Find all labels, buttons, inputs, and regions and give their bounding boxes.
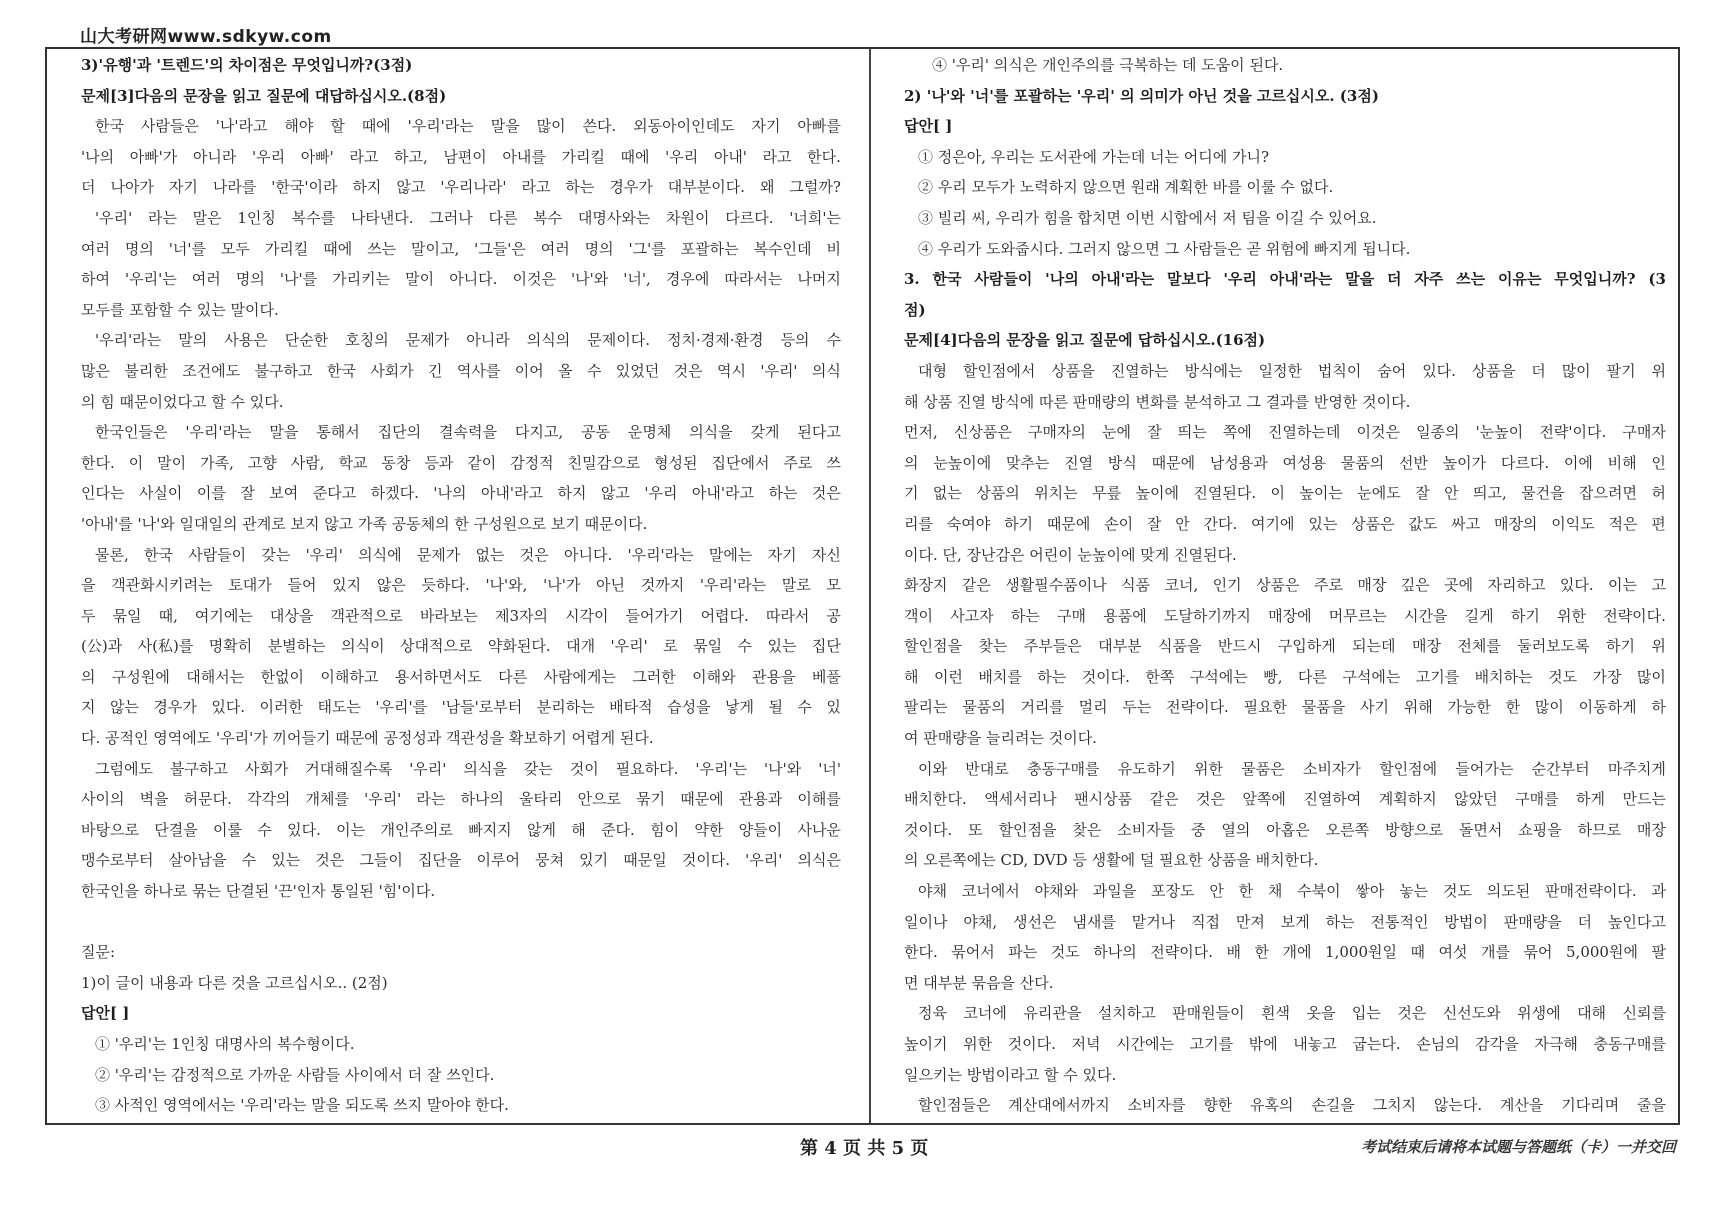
left-text-line: ③ 사적인 영역에서는 '우리'라는 말을 되도록 쓰지 말아야 한다. [95,1096,509,1115]
right-text-line: 일이나 야채, 생선은 냄새를 맡거나 직접 만져 보게 하는 전통적인 방법이 판매량을 더 높인다고 [904,912,1666,931]
left-text-line: 하여 '우리'는 여러 명의 '나'를 가리키는 말이 아니다. 이것은 '나'와 '너', 경우에 따라서는 나머지 [81,270,841,289]
left-text-line: 한국인들은 '우리'라는 말을 통해서 집단의 결속력을 다지고, 공동 운명체 의식을 갖게 된다고 [95,423,841,442]
left-text-line: 맹수로부터 살아남을 수 있는 것은 그들이 집단을 이루어 뭉쳐 있기 때문일 것이다. '우리' 의식은 [81,851,841,870]
left-text-line [81,907,841,938]
left-text-line: '나의 아빠'가 아니라 '우리 아빠' 라고 하고, 남편이 아내를 가리킬 때에 '우리 아내' 라고 한다. [81,147,841,166]
left-text-line: 바탕으로 단결을 이룰 수 있다. 이는 개인주의로 빠지지 않게 해 준다. 힘이 약한 양들이 사나운 [81,820,841,839]
right-text-line: ① 정은아, 우리는 도서관에 가는데 너는 어디에 가니? [918,147,1269,166]
right-text-line: 것이다. 또 할인점을 찾은 소비자들 중 열의 아홉은 오른쪽 방향으로 돌면서 쇼핑을 하므로 매장 [904,820,1666,839]
right-text-line: 2) '나'와 '너'를 포괄하는 '우리' 의 의미가 아닌 것을 고르십시오. (3점) [904,86,1379,105]
right-text-line: 객이 사고자 하는 구매 용품에 도달하기까지 매장에 머무르는 시간을 길게 하기 위한 전략이다. [904,606,1666,625]
right-text-line: 할인점들은 계산대에서까지 소비자를 향한 유혹의 손길을 그치지 않는다. 계산을 기다리며 줄을 [918,1096,1666,1115]
right-text-line: 한다. 묶어서 파는 것도 하나의 전략이다. 배 한 개에 1,000원일 때 여섯 개를 묶어 5,000원에 팔 [904,943,1666,962]
left-text-line: 질문: [81,943,116,962]
right-text-line: 먼저, 신상품은 구매자의 눈에 잘 띄는 쪽에 진열하는데 이것은 일종의 '눈높이 전략'이다. 구매자 [904,423,1666,442]
left-text-line: ② '우리'는 감정적으로 가까운 사람들 사이에서 더 잘 쓰인다. [95,1065,495,1084]
left-text-line: 문제[3]다음의 문장을 읽고 질문에 대답하십시오.(8점) [81,86,447,105]
left-text-line: '우리' 라는 말은 1인칭 복수를 나타낸다. 그러나 다른 복수 대명사와는 차원이 다르다. '너희'는 [95,208,841,227]
right-text-line: ④ '우리' 의식은 개인주의를 극복하는 데 도움이 된다. [932,56,1284,74]
right-text-line: 점) [904,300,926,319]
left-text-line: 물론, 한국 사람들이 갖는 '우리' 의식에 문제가 없는 것은 아니다. '우리'라는 말에는 자기 자신 [95,545,841,564]
right-text-line: 일으키는 방법이라고 할 수 있다. [904,1065,1117,1084]
left-text-line: 많은 불리한 조건에도 불구하고 한국 사회가 긴 역사를 이어 올 수 있었던 것은 역시 '우리' 의식 [81,361,841,380]
right-text-line: ② 우리 모두가 노력하지 않으면 원래 계획한 바를 이룰 수 없다. [918,178,1334,197]
right-text-line: 정육 코너에 유리관을 설치하고 판매원들이 흰색 옷을 입는 것은 신선도와 위생에 대해 신뢰를 [918,1004,1666,1023]
left-text-line: (公)과 사(私)를 명확히 분별하는 의식이 상대적으로 약화된다. 대개 '우리' 로 묶일 수 있는 집단 [81,637,841,656]
right-text-line: 팔리는 물품의 거리를 멀리 두는 전략이다. 필요한 물품을 사기 위해 가능한 한 많이 이동하게 하 [904,698,1666,717]
right-text-line: 문제[4]다음의 문장을 읽고 질문에 답하십시오.(16점) [904,331,1266,350]
right-text-line: 해 상품 진열 방식에 따른 판매량의 변화를 분석하고 그 결과를 반영한 것이다. [904,392,1411,411]
left-column [81,50,841,1122]
left-text-line: 인다는 사실이 이를 잘 보여 준다고 하겠다. '나의 아내'라고 하지 않고 '우리 아내'라고 하는 것은 [81,484,841,503]
page-number: 第 4 页 共 5 页 [800,1138,929,1159]
right-text-line: 야채 코너에서 야채와 과일을 포장도 안 한 채 수북이 쌓아 놓는 것도 의도된 판매전략이다. 과 [918,882,1666,901]
right-text-line: 높이기 위한 것이다. 저녁 시간에는 고기를 밖에 내놓고 굽는다. 손님의 감각을 자극해 충동구매를 [904,1035,1666,1053]
left-text-line: 모두를 포함할 수 있는 말이다. [81,300,279,319]
right-text-line: 답안[ ] [904,117,953,136]
left-text-line: 한다. 이 말이 가족, 고향 사람, 학교 동창 등과 같이 감정적 친밀감으로 형성된 집단에서 주로 쓰 [81,453,841,472]
left-text-line: 두 묶일 때, 여기에는 대상을 객관적으로 바라보는 제3자의 시각이 들어가기 어렵다. 따라서 공 [81,606,841,625]
right-text-line: 대형 할인점에서 상품을 진열하는 방식에는 일정한 법칙이 숨어 있다. 상품을 더 많이 팔기 위 [918,361,1666,380]
right-text-line: 면 대부분 묶음을 산다. [904,973,1054,992]
left-text-line: ① '우리'는 1인칭 대명사의 복수형이다. [95,1035,355,1053]
right-text-line: 할인점을 찾는 주부들은 대부분 식품을 반드시 구입하게 되는데 매장 전체를 둘러보도록 하기 위 [904,637,1666,656]
left-text-line: 여러 명의 '너'를 모두 가리킬 때에 쓰는 말이고, '그들'은 여러 명의 '그'를 포괄하는 복수인데 비 [81,239,841,258]
right-text-line: 기 없는 상품의 위치는 무릎 높이에 진열된다. 이 높이는 눈에도 잘 안 띄고, 물건을 잡으려면 허 [904,484,1666,503]
column-divider [869,49,871,1123]
right-text-line: 이다. 단, 장난감은 어린이 눈높이에 맞게 진열된다. [904,545,1237,564]
left-text-line: '우리'라는 말의 사용은 단순한 호칭의 문제가 아니라 의식의 문제이다. 정치·경제·환경 등의 수 [95,331,841,350]
left-text-line: 더 나아가 자기 나라를 '한국'이라 하지 않고 '우리나라' 라고 하는 경우가 대부분이다. 왜 그럴까? [81,178,841,197]
right-text-line: ④ 우리가 도와줍시다. 그러지 않으면 그 사람들은 곧 위험에 빠지게 됩니다. [918,239,1411,258]
right-text-line: 여 판매량을 늘리려는 것이다. [904,729,1097,748]
left-text-line: 한국 사람들은 '나'라고 해야 할 때에 '우리'라는 말을 많이 쓴다. 외동아이인데도 자기 아빠를 [95,117,841,136]
left-text-line: 3)'유행'과 '트렌드'의 차이점은 무엇입니까?(3점) [81,56,413,74]
right-text-line: 의 눈높이에 맞추는 진열 방식 때문에 남성용과 여성용 물품의 선반 높이가 다르다. 이에 비해 인 [904,453,1666,472]
right-text-line: ③ 빌리 씨, 우리가 힘을 합치면 이번 시합에서 저 팀을 이길 수 있어요. [918,208,1377,227]
footer-note: 考试结束后请将本试题与答题纸（卡）一并交回 [1360,1138,1676,1156]
right-text-line: 배치한다. 액세서리나 팬시상품 같은 것은 앞쪽에 진열하여 계획하지 않았던 구매를 하게 만드는 [904,790,1666,809]
right-text-line: 의 오른쪽에는 CD, DVD 등 생활에 덜 필요한 상품을 배치한다. [904,851,1319,870]
left-text-line: 한국인을 하나로 묶는 단결된 '끈'인자 통일된 '힘'이다. [81,882,436,901]
left-text-line: 그럼에도 불구하고 사회가 거대해질수록 '우리' 의식을 갖는 것이 필요하다. '우리'는 '나'와 '너' [95,759,841,778]
right-text-line: 화장지 같은 생활필수품이나 식품 코너, 인기 상품은 주로 매장 깊은 곳에 자리하고 있다. 이는 고 [904,576,1666,595]
site-header: 山大考研网www.sdkyw.com [80,27,332,47]
right-text-line: 리를 숙여야 하기 때문에 손이 잘 안 간다. 여기에 있는 상품은 값도 싸고 매장의 이익도 적은 편 [904,514,1666,533]
left-text-line: 답안[ ] [81,1004,130,1023]
right-text-line: 3. 한국 사람들이 '나의 아내'라는 말보다 '우리 아내'라는 말을 더 자주 쓰는 이유는 무엇입니까? (3 [904,270,1666,289]
right-column [904,50,1666,1122]
left-text-line: 을 객관화시키려는 토대가 들어 있지 않은 듯하다. '나'와, '나'가 아닌 것까지 '우리'라는 말로 모 [81,576,841,595]
right-text-line: 이와 반대로 충동구매를 유도하기 위한 물품은 소비자가 할인점에 들어가는 순간부터 마주치게 [918,759,1666,778]
left-text-line: 다. 공적인 영역에도 '우리'가 끼어들기 때문에 공정성과 객관성을 확보하기 어렵게 된다. [81,729,654,748]
right-text-line: 해 이런 배치를 하는 것이다. 한쪽 구석에는 빵, 다른 구석에는 고기를 배치하는 것도 가장 많이 [904,667,1666,686]
left-text-line: 1)이 글이 내용과 다른 것을 고르십시오.. (2점) [81,973,388,992]
left-text-line: 의 구성원에 대해서는 한없이 이해하고 용서하면서도 다른 사람에게는 그러한 이해와 관용을 베풀 [81,667,841,686]
left-text-line: '아내'를 '나'와 일대일의 관계로 보지 않고 가족 공동체의 한 구성원으로 보기 때문이다. [81,514,648,533]
left-text-line: 지 않는 경우가 있다. 이러한 태도는 '우리'를 '남들'로부터 분리하는 배타적 습성을 낳게 될 수 있 [81,698,841,717]
left-text-line: 사이의 벽을 허문다. 각각의 개체를 '우리' 라는 하나의 울타리 안으로 묶기 때문에 관용과 이해를 [81,790,841,809]
left-text-line: 의 힘 때문이었다고 할 수 있다. [81,392,284,411]
